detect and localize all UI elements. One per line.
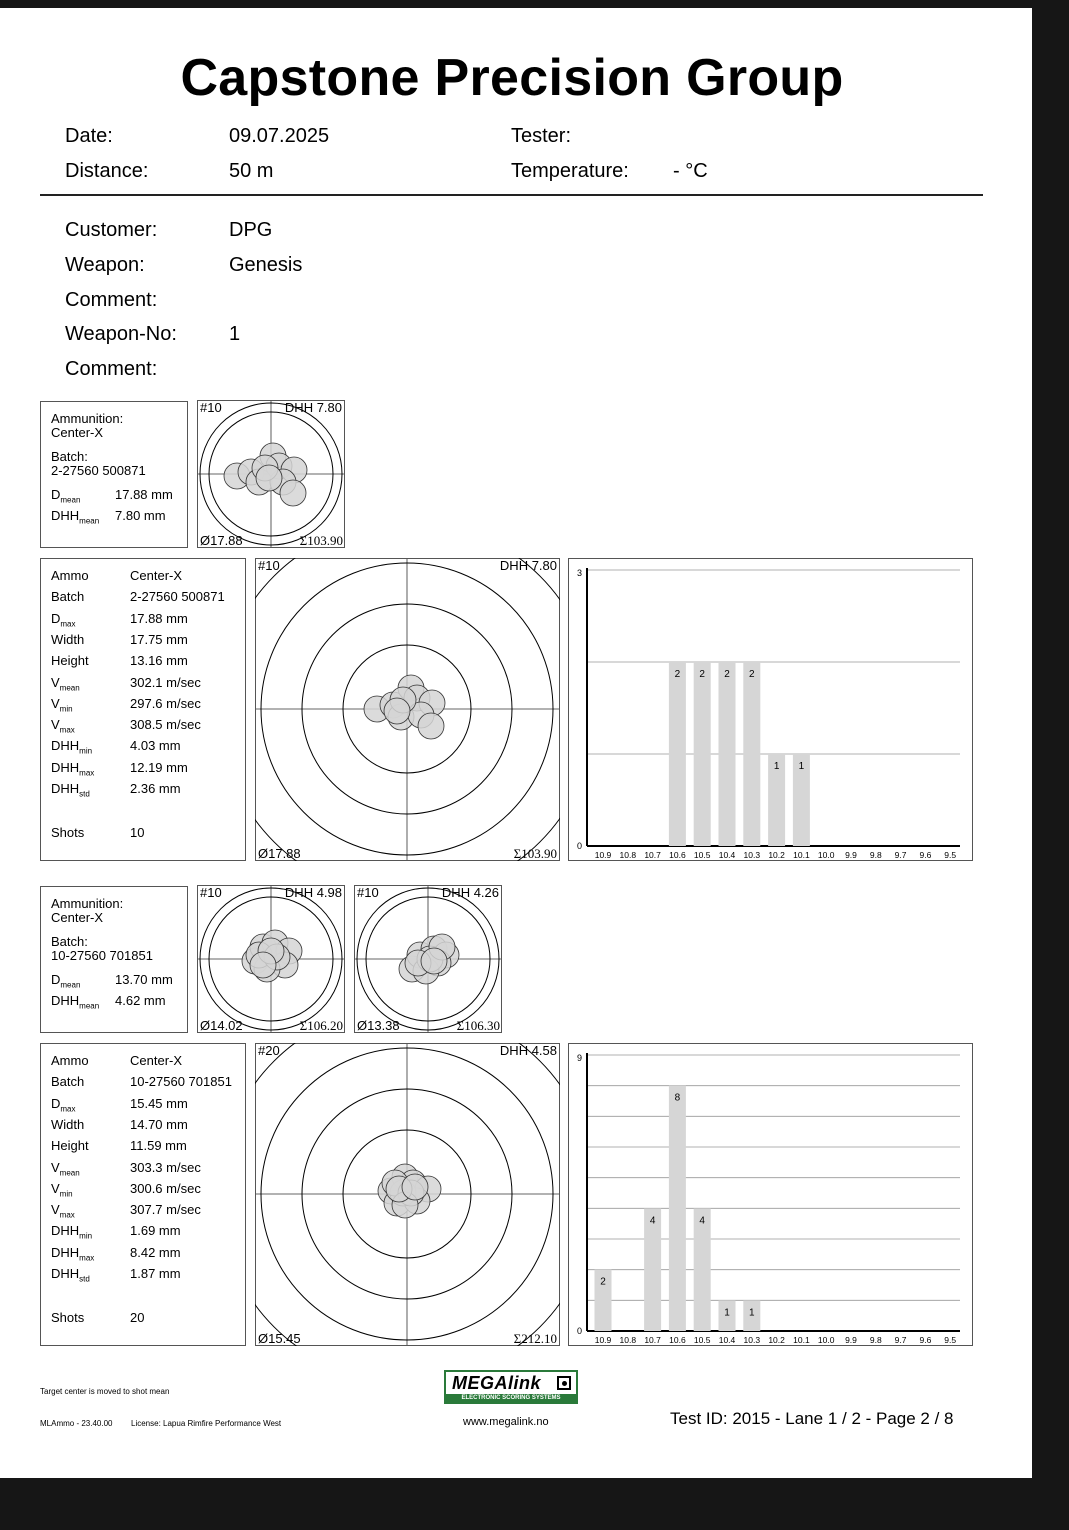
stat-label: $DHH_{max}$ — [51, 759, 95, 778]
stat-value: 1.87 mm — [130, 1266, 181, 1281]
stat-value: 297.6 m/sec — [130, 695, 201, 711]
shot-count: #20 — [258, 1043, 280, 1058]
x-tick-label: 9.5 — [944, 1335, 957, 1345]
shots-label: Shots — [51, 1310, 85, 1325]
batch-label: Batch: — [51, 449, 88, 464]
ammunition-value: Center-X — [51, 425, 104, 440]
stat-value: 15.45 mm — [130, 1095, 188, 1111]
diameter-label: Ø13.38 — [357, 1018, 400, 1033]
logo-subtitle: ELECTRONIC SCORING SYSTEMS — [446, 1394, 576, 1402]
stat-value: 302.1 m/sec — [130, 674, 201, 690]
date-label: Date: — [65, 125, 113, 147]
x-tick-label: 10.8 — [619, 1335, 637, 1345]
customer-value: DPG — [229, 219, 273, 241]
stat-value: 17.75 mm — [130, 631, 188, 647]
page-title: Capstone Precision Group — [180, 49, 844, 107]
dmean-label: $D_{mean}$ — [51, 972, 81, 990]
stat-label: Batch — [51, 1074, 85, 1090]
stat-value: Center-X — [130, 568, 183, 583]
histogram-bar — [694, 1208, 711, 1331]
megalink-logo — [444, 1370, 578, 1404]
header-divider — [40, 194, 983, 196]
x-tick-label: 10.4 — [718, 850, 736, 860]
bar-value-label: 1 — [724, 1307, 730, 1319]
x-tick-label: 9.9 — [845, 1335, 857, 1345]
dhh-mean-value: 7.80 mm — [115, 508, 166, 523]
bar-value-label: 4 — [649, 1215, 656, 1227]
dhh-label: DHH 7.80 — [284, 400, 342, 415]
shot-count: #10 — [357, 885, 379, 900]
dmean-value: 17.88 mm — [115, 487, 173, 502]
weapon-label: Weapon: — [65, 254, 145, 276]
tester-label: Tester: — [511, 125, 572, 147]
ammo-summary-box-2 — [40, 886, 188, 1033]
customer-label: Customer: — [65, 219, 158, 241]
bar-value-label: 1 — [773, 761, 780, 772]
y-tick-label: 0 — [577, 841, 583, 851]
weapon-no-value: 1 — [229, 323, 241, 345]
detail-box-2 — [40, 1043, 246, 1346]
small-target-1 — [197, 400, 345, 548]
stat-label: $DHH_{std}$ — [51, 1266, 90, 1284]
stat-label: $DHH_{min}$ — [51, 738, 93, 756]
x-tick-label: 10.3 — [743, 850, 761, 860]
x-tick-label: 10.1 — [793, 850, 810, 860]
stat-value: 17.88 mm — [130, 610, 188, 626]
stat-label: $D_{max}$ — [51, 1095, 76, 1114]
stat-label: Height — [51, 1138, 89, 1154]
y-tick-label: 0 — [577, 1326, 583, 1336]
bar-value-label: 2 — [724, 669, 730, 680]
ammo-summary-box-1 — [40, 401, 188, 548]
stat-value: 10-27560 701851 — [130, 1074, 232, 1090]
small-target-3 — [354, 885, 502, 1033]
bar-value-label: 8 — [674, 1092, 681, 1104]
histogram-bar — [644, 1208, 661, 1331]
x-tick-label: 10.2 — [768, 850, 785, 860]
shot-count: #10 — [258, 558, 280, 573]
x-tick-label: 9.5 — [944, 850, 957, 860]
footer-note: Target center is moved to shot mean — [40, 1387, 170, 1396]
dhh-label: DHH 4.26 — [441, 885, 499, 900]
stat-value: 1.69 mm — [130, 1223, 181, 1239]
diameter-label: Ø17.88 — [258, 846, 301, 861]
sum-label: Σ212.10 — [513, 1331, 557, 1346]
histogram-bar — [719, 662, 736, 846]
stat-label: $V_{min}$ — [51, 695, 73, 714]
distance-value: 50 m — [229, 160, 274, 182]
bar-value-label: 2 — [699, 669, 705, 680]
stat-value: 11.59 mm — [130, 1138, 187, 1154]
batch-value: 10-27560 701851 — [51, 948, 153, 963]
stat-value: 2-27560 500871 — [130, 589, 225, 605]
x-tick-label: 10.9 — [594, 1335, 612, 1345]
histogram-bar — [669, 662, 686, 846]
stat-label: $DHH_{max}$ — [51, 1244, 95, 1263]
x-tick-label: 10.2 — [768, 1335, 785, 1345]
x-tick-label: 10.6 — [669, 850, 686, 860]
software-version: MLAmmo - 23.40.00 — [40, 1419, 113, 1428]
large-target-1 — [255, 558, 560, 861]
comment-label: Comment: — [65, 289, 158, 311]
x-tick-label: 9.8 — [869, 850, 882, 860]
shot-count: #10 — [200, 400, 222, 415]
stat-label: Ammo — [51, 1053, 89, 1068]
sum-label: Σ103.90 — [513, 846, 557, 861]
histogram-bar — [669, 1086, 686, 1331]
diameter-label: Ø14.02 — [200, 1018, 243, 1033]
dhh-mean-label: $DHH_{mean}$ — [51, 993, 100, 1011]
shots-value: 10 — [130, 825, 145, 840]
y-tick-label: 3 — [577, 568, 583, 578]
small-target-2 — [197, 885, 345, 1033]
x-tick-label: 9.7 — [894, 1335, 907, 1345]
diameter-label: Ø17.88 — [200, 533, 243, 548]
target-icon — [557, 1376, 571, 1390]
x-tick-label: 10.1 — [793, 1335, 810, 1345]
stat-value: 300.6 m/sec — [130, 1180, 201, 1196]
x-tick-label: 10.9 — [594, 850, 612, 860]
weapon-value: Genesis — [229, 254, 303, 276]
batch-label: Batch: — [51, 934, 88, 949]
shots-value: 20 — [130, 1310, 145, 1325]
bar-value-label: 1 — [798, 761, 805, 772]
stat-value: 13.16 mm — [130, 653, 188, 669]
ammunition-label: Ammunition: — [51, 411, 124, 426]
stat-value: 8.42 mm — [130, 1244, 181, 1260]
x-tick-label: 10.3 — [743, 1335, 761, 1345]
logo-text: MEGAlink — [452, 1373, 542, 1393]
stat-value: 4.03 mm — [130, 738, 181, 754]
ammunition-value: Center-X — [51, 910, 104, 925]
dhh-mean-value: 4.62 mm — [115, 993, 166, 1008]
stat-label: $V_{mean}$ — [51, 674, 80, 693]
sum-label: Σ103.90 — [299, 533, 343, 548]
bar-value-label: 1 — [749, 1307, 755, 1319]
shot-count: #10 — [200, 885, 222, 900]
x-tick-label: 10.0 — [817, 1335, 835, 1345]
weapon-no-label: Weapon-No: — [65, 323, 177, 345]
detail-box-1 — [40, 558, 246, 861]
bar-value-label: 4 — [699, 1215, 705, 1227]
large-target-2 — [255, 1043, 560, 1346]
stat-label: Ammo — [51, 568, 89, 583]
x-tick-label: 9.8 — [869, 1335, 882, 1345]
stat-label: $V_{min}$ — [51, 1180, 73, 1199]
stat-label: $D_{max}$ — [51, 610, 76, 629]
dhh-label: DHH 4.58 — [499, 1043, 557, 1058]
comment2-label: Comment: — [65, 358, 158, 380]
x-tick-label: 10.8 — [619, 850, 637, 860]
x-tick-label: 10.7 — [644, 1335, 661, 1345]
bar-value-label: 2 — [600, 1276, 606, 1288]
x-tick-label: 9.9 — [845, 850, 857, 860]
dhh-label: DHH 4.98 — [284, 885, 342, 900]
sum-label: Σ106.20 — [299, 1018, 343, 1033]
dhh-label: DHH 7.80 — [499, 558, 557, 573]
x-tick-label: 9.6 — [919, 1335, 932, 1345]
stat-value: 303.3 m/sec — [130, 1159, 201, 1175]
website-link[interactable]: www.megalink.no — [463, 1416, 549, 1428]
score-histogram-2 — [568, 1043, 973, 1346]
test-info: Test ID: 2015 - Lane 1 / 2 - Page 2 / 8 — [670, 1409, 954, 1428]
temperature-label: Temperature: — [511, 160, 629, 182]
stat-label: $DHH_{min}$ — [51, 1223, 93, 1241]
x-tick-label: 10.4 — [718, 1335, 736, 1345]
batch-value: 2-27560 500871 — [51, 463, 146, 478]
x-tick-label: 10.7 — [644, 850, 661, 860]
x-tick-label: 9.6 — [919, 850, 932, 860]
diameter-label: Ø15.45 — [258, 1331, 301, 1346]
stat-label: Width — [51, 631, 85, 647]
license-text: License: Lapua Rimfire Performance West — [131, 1419, 282, 1428]
temperature-value: - °C — [673, 160, 708, 182]
stat-value: 14.70 mm — [130, 1116, 188, 1132]
x-tick-label: 10.5 — [693, 850, 711, 860]
stat-label: Width — [51, 1116, 85, 1132]
stat-label: Batch — [51, 589, 85, 605]
stat-label: $V_{mean}$ — [51, 1159, 80, 1178]
x-tick-label: 10.5 — [693, 1335, 711, 1345]
dmean-value: 13.70 mm — [115, 972, 173, 987]
y-tick-label: 9 — [577, 1053, 583, 1063]
histogram-bar — [743, 662, 760, 846]
bar-value-label: 2 — [674, 669, 681, 680]
sum-label: Σ106.30 — [456, 1018, 500, 1033]
stat-label: $V_{max}$ — [51, 717, 75, 735]
dmean-label: $D_{mean}$ — [51, 487, 81, 505]
x-tick-label: 10.6 — [669, 1335, 686, 1345]
stat-label: $V_{max}$ — [51, 1202, 75, 1220]
x-tick-label: 10.0 — [817, 850, 835, 860]
distance-label: Distance: — [65, 160, 149, 182]
stat-label: Height — [51, 653, 89, 669]
score-histogram-1 — [568, 558, 973, 861]
stat-label: $DHH_{std}$ — [51, 781, 90, 799]
stat-value: 2.36 mm — [130, 781, 181, 796]
bar-value-label: 2 — [749, 669, 755, 680]
x-tick-label: 9.7 — [894, 850, 907, 860]
stat-value: Center-X — [130, 1053, 183, 1068]
stat-value: 307.7 m/sec — [130, 1202, 201, 1218]
ammunition-label: Ammunition: — [51, 896, 124, 911]
histogram-bar — [694, 662, 711, 846]
stat-value: 308.5 m/sec — [130, 717, 201, 733]
date-value: 09.07.2025 — [229, 125, 330, 147]
shots-label: Shots — [51, 825, 85, 840]
dhh-mean-label: $DHH_{mean}$ — [51, 508, 100, 526]
stat-value: 12.19 mm — [130, 759, 188, 775]
